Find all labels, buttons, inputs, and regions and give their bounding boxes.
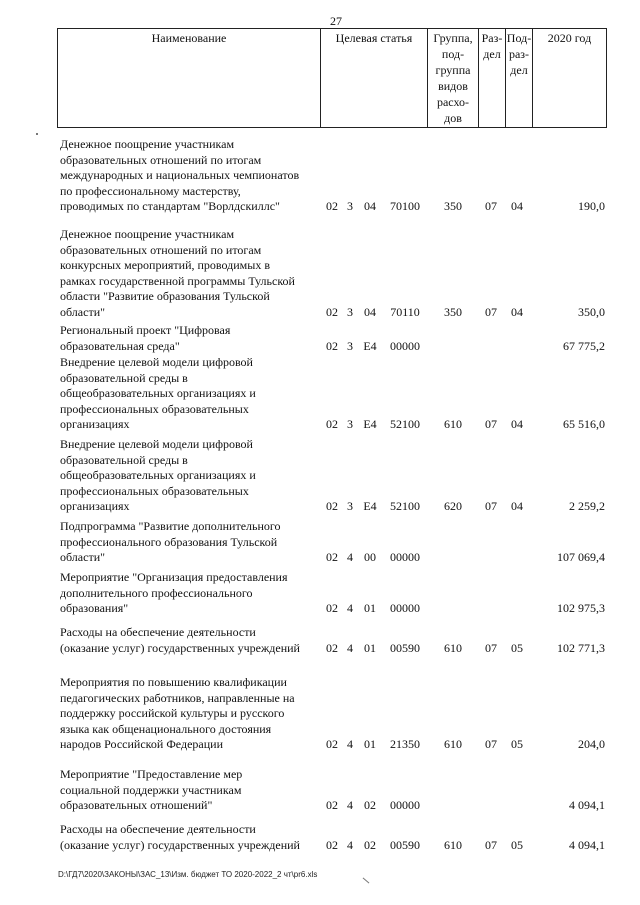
code-part-1: 02 xyxy=(326,640,338,655)
group-code: 610 xyxy=(444,737,462,751)
amount: 204,0 xyxy=(578,737,605,751)
code-part-2: 4 xyxy=(347,737,353,751)
code-part-3: 04 xyxy=(364,199,376,213)
amount: 2 259,2 xyxy=(569,499,605,513)
code-part-4: 00000 xyxy=(390,338,420,353)
code-part-4: 70100 xyxy=(390,199,420,213)
table-header xyxy=(57,28,607,128)
subsection-code: 04 xyxy=(511,199,523,213)
subsection-code: 04 xyxy=(511,304,523,319)
code-part-4: 52100 xyxy=(390,417,420,431)
subsection-code: 05 xyxy=(511,640,523,655)
amount: 107 069,4 xyxy=(557,550,605,564)
section-code: 07 xyxy=(485,837,497,852)
code-part-3: 02 xyxy=(364,837,376,852)
row-name: Денежное поощрение участникам образовательных отношений по итогам конкурсных мероприятий, проводимых в рамках государственной программы Тульской области "Развитие образования Тульской области" xyxy=(60,227,295,319)
section-code: 07 xyxy=(485,304,497,319)
row-name: Расходы на обеспечение деятельности (оказание услуг) государственных учреждений xyxy=(60,822,300,852)
code-part-4: 00590 xyxy=(390,837,420,852)
group-code: 620 xyxy=(444,499,462,513)
section-code: 07 xyxy=(485,499,497,513)
row-name: Подпрограмма "Развитие дополнительного профессионального образования Тульской области" xyxy=(60,519,281,564)
code-part-2: 4 xyxy=(347,798,353,812)
code-part-1: 02 xyxy=(326,550,338,564)
code-part-2: 3 xyxy=(347,199,353,213)
row-name: Расходы на обеспечение деятельности (оказание услуг) государственных учреждений xyxy=(60,625,300,655)
amount: 190,0 xyxy=(578,199,605,213)
file-path-footer: D:\ГД7\2020\ЗАКОНЫ\ЗАС_13\Изм. бюджет ТО 2020-2022_2 чт\pr6.xls xyxy=(58,870,318,879)
subsection-code: 04 xyxy=(511,499,523,513)
header-group: Группа, под- группа видов расхо- дов xyxy=(428,29,479,128)
row-name: Региональный проект "Цифровая образовательная среда" xyxy=(60,323,231,353)
scan-speck xyxy=(36,133,38,135)
code-part-3: Е4 xyxy=(363,499,377,513)
row-name: Внедрение целевой модели цифровой образовательной среды в общеобразовательных организациях и профессиональных образовательных организациях xyxy=(60,437,256,513)
header-year: 2020 год xyxy=(533,29,607,128)
code-part-4: 70110 xyxy=(390,304,420,319)
code-part-3: 04 xyxy=(364,304,376,319)
code-part-1: 02 xyxy=(326,737,338,751)
subsection-code: 05 xyxy=(511,837,523,852)
code-part-4: 52100 xyxy=(390,499,420,513)
code-part-1: 02 xyxy=(326,798,338,812)
code-part-3: Е4 xyxy=(363,338,377,353)
group-code: 610 xyxy=(444,417,462,431)
row-name: Внедрение целевой модели цифровой образовательной среды в общеобразовательных организациях и профессиональных образовательных организациях xyxy=(60,355,256,431)
code-part-3: 02 xyxy=(364,798,376,812)
amount: 67 775,2 xyxy=(563,338,605,353)
code-part-4: 00000 xyxy=(390,550,420,564)
section-code: 07 xyxy=(485,199,497,213)
code-part-1: 02 xyxy=(326,199,338,213)
code-part-4: 21350 xyxy=(390,737,420,751)
amount: 102 771,3 xyxy=(557,640,605,655)
code-part-3: 01 xyxy=(364,640,376,655)
page-number: 27 xyxy=(330,14,342,28)
code-part-2: 3 xyxy=(347,417,353,431)
code-part-2: 4 xyxy=(347,640,353,655)
amount: 102 975,3 xyxy=(557,601,605,615)
code-part-4: 00590 xyxy=(390,640,420,655)
section-code: 07 xyxy=(485,640,497,655)
code-part-1: 02 xyxy=(326,601,338,615)
group-code: 610 xyxy=(444,640,462,655)
subsection-code: 05 xyxy=(511,737,523,751)
code-part-3: 01 xyxy=(364,601,376,615)
code-part-2: 3 xyxy=(347,499,353,513)
code-part-3: 00 xyxy=(364,550,376,564)
code-part-1: 02 xyxy=(326,499,338,513)
code-part-2: 4 xyxy=(347,837,353,852)
header-subsection: Под- раз- дел xyxy=(506,29,533,128)
header-target: Целевая статья xyxy=(321,29,428,128)
section-code: 07 xyxy=(485,737,497,751)
code-part-1: 02 xyxy=(326,417,338,431)
group-code: 610 xyxy=(444,837,462,852)
group-code: 350 xyxy=(444,199,462,213)
row-name: Мероприятия по повышению квалификации педагогических работников, направленные на поддержку российской культуры и русского языка как общенационального достояния народов Российской Федерации xyxy=(60,675,295,751)
code-part-4: 00000 xyxy=(390,798,420,812)
scan-speck xyxy=(363,878,370,884)
amount: 65 516,0 xyxy=(563,417,605,431)
header-section: Раз- дел xyxy=(479,29,506,128)
code-part-1: 02 xyxy=(326,338,338,353)
amount: 4 094,1 xyxy=(569,798,605,812)
code-part-3: 01 xyxy=(364,737,376,751)
amount: 350,0 xyxy=(578,304,605,319)
section-code: 07 xyxy=(485,417,497,431)
code-part-2: 3 xyxy=(347,338,353,353)
group-code: 350 xyxy=(444,304,462,319)
code-part-4: 00000 xyxy=(390,601,420,615)
subsection-code: 04 xyxy=(511,417,523,431)
code-part-3: Е4 xyxy=(363,417,377,431)
amount: 4 094,1 xyxy=(569,837,605,852)
row-name: Мероприятие "Предоставление мер социальной поддержки участникам образовательных отношений" xyxy=(60,767,243,812)
code-part-2: 3 xyxy=(347,304,353,319)
row-name: Денежное поощрение участникам образовательных отношений по итогам международных и национальных чемпионатов по профессиональному мастерству, проводимых по стандартам "Ворлдскиллс" xyxy=(60,137,300,213)
code-part-2: 4 xyxy=(347,550,353,564)
code-part-1: 02 xyxy=(326,837,338,852)
header-name: Наименование xyxy=(58,29,321,128)
code-part-2: 4 xyxy=(347,601,353,615)
row-name: Мероприятие "Организация предоставления дополнительного профессионального образования" xyxy=(60,570,288,615)
code-part-1: 02 xyxy=(326,304,338,319)
